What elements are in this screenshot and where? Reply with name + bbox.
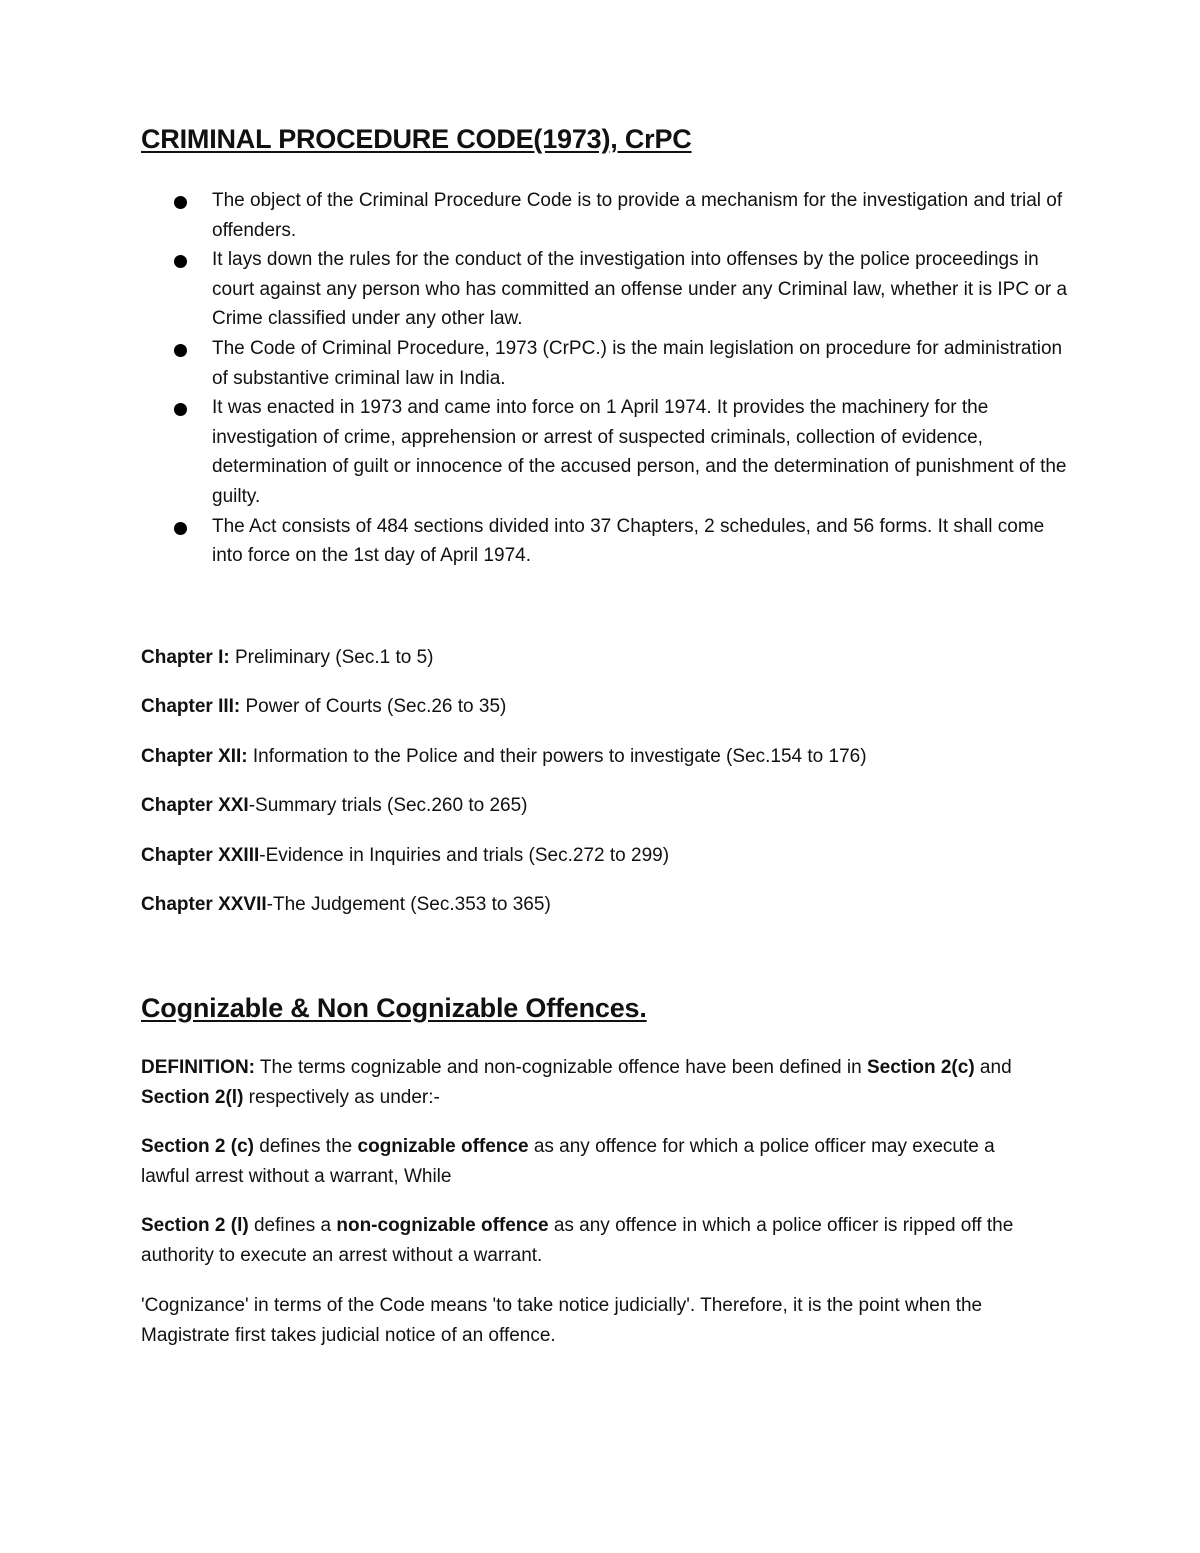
chapter-item <box>141 793 867 842</box>
chapter-text: -The Judgement (Sec.353 to 365) <box>266 893 551 915</box>
paragraph-text: defines a <box>248 1215 337 1236</box>
chapter-list <box>141 645 867 941</box>
bullet-dot-icon <box>174 344 187 357</box>
chapter-item <box>141 744 867 793</box>
section-2c-paragraph <box>141 1132 1041 1191</box>
bullet-text: It was enacted in 1973 and came into force on 1 April 1974. It provides the machinery for the investigation of crime, apprehension or arrest of suspected criminals, collection of evidence, determination of guilt or innocence of the accused person, and the determination of punishment of the guilty. <box>212 397 1067 507</box>
bullet-item <box>212 186 1072 245</box>
bullet-item <box>212 512 1072 571</box>
section-reference: Section 2(c) <box>866 1057 975 1078</box>
defined-term: non-cognizable offence <box>336 1215 549 1236</box>
overview-bullet-list <box>212 186 1072 571</box>
section-label: Section 2 (c) <box>141 1136 254 1157</box>
chapter-label: Chapter I: <box>141 647 230 668</box>
chapter-item <box>141 645 867 694</box>
chapter-text: -Summary trials (Sec.260 to 265) <box>248 795 528 817</box>
bullet-item <box>212 245 1072 334</box>
paragraph-text: defines the <box>253 1136 358 1157</box>
chapter-label: Chapter XXI <box>141 795 249 817</box>
bullet-dot-icon <box>174 196 187 209</box>
document-title: CRIMINAL PROCEDURE CODE(1973), CrPC <box>141 124 692 154</box>
definition-label: DEFINITION: <box>141 1057 255 1078</box>
chapter-item <box>141 694 867 743</box>
bullet-text: The Code of Criminal Procedure, 1973 (CrPC.) is the main legislation on procedure for administration of substantive criminal law in India. <box>212 337 1063 389</box>
defined-term: cognizable offence <box>357 1136 529 1157</box>
paragraph-text: as any offence in which a police officer is ripped off the authority to execute an arrest without a warrant. <box>141 1215 1014 1266</box>
section-2l-paragraph <box>141 1211 1041 1270</box>
section-heading: Cognizable & Non Cognizable Offences. <box>141 993 647 1023</box>
definition-text: The terms cognizable and non-cognizable offence have been defined in <box>255 1057 867 1078</box>
bullet-item <box>212 334 1072 393</box>
paragraph-text: as any offence for which a police officer may execute a lawful arrest without a warrant, While <box>141 1136 995 1187</box>
chapter-label: Chapter XXIII <box>141 844 260 866</box>
bullet-item <box>212 393 1072 511</box>
section-label: Section 2 (l) <box>141 1215 249 1236</box>
chapter-text: Information to the Police and their powers to investigate (Sec.154 to 176) <box>247 745 867 767</box>
bullet-text: The Act consists of 484 sections divided into 37 Chapters, 2 schedules, and 56 forms. It shall come into force on the 1st day of April 1974. <box>212 515 1045 567</box>
definition-text: respectively as under:- <box>243 1086 440 1108</box>
chapter-text: Preliminary (Sec.1 to 5) <box>229 647 434 668</box>
chapter-label: Chapter III: <box>141 696 241 718</box>
bullet-text: It lays down the rules for the conduct of the investigation into offenses by the police proceedings in court against any person who has committed an offense under any Criminal law, whether it is IPC or a Crime classified under any other law. <box>212 249 1068 330</box>
bullet-dot-icon <box>174 255 187 268</box>
cognizance-paragraph: 'Cognizance' in terms of the Code means 'to take notice judicially'. Therefore, it is the point when the Magistrate first takes judicial notice of an offence. <box>141 1295 983 1346</box>
chapter-text: Power of Courts (Sec.26 to 35) <box>240 696 507 718</box>
chapter-label: Chapter XXVII <box>141 893 267 915</box>
bullet-text: The object of the Criminal Procedure Code is to provide a mechanism for the investigation and trial of offenders. <box>212 190 1063 241</box>
chapter-item <box>141 843 867 892</box>
chapter-label: Chapter XII: <box>141 745 248 767</box>
chapter-text: -Evidence in Inquiries and trials (Sec.272 to 299) <box>259 844 670 866</box>
definition-paragraph <box>141 1053 1041 1112</box>
bullet-dot-icon <box>174 403 187 416</box>
section-reference: Section 2(l) <box>141 1086 244 1108</box>
bullet-dot-icon <box>174 522 187 535</box>
chapter-item <box>141 892 867 941</box>
definition-text: and <box>974 1057 1012 1078</box>
